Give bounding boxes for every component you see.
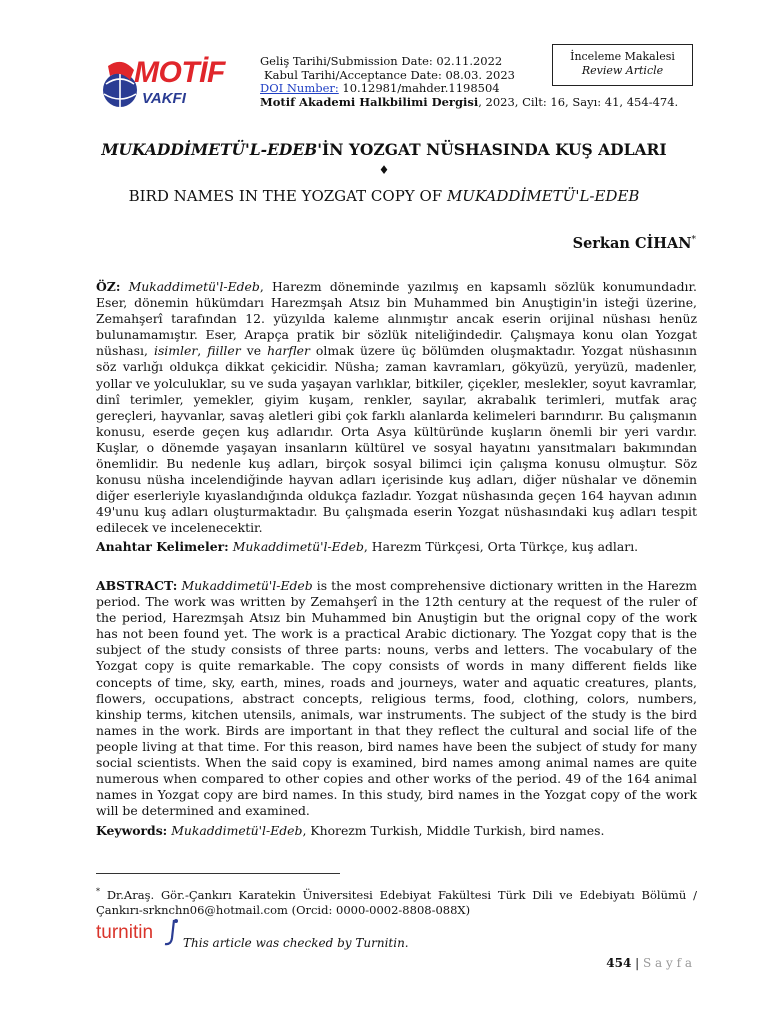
footnote-divider bbox=[96, 873, 340, 874]
keywords-en bbox=[96, 823, 697, 839]
title-en-rest: BIRD NAMES IN THE YOZGAT COPY OF bbox=[128, 187, 447, 205]
page-number: 454 bbox=[606, 956, 632, 970]
doi-value: 10.12981/mahder.1198504 bbox=[338, 81, 500, 95]
acceptance-date: Kabul Tarihi/Acceptance Date: 08.03. 2023 bbox=[264, 68, 515, 82]
logo-subtext: VAKFI bbox=[142, 90, 186, 107]
turnitin-mark-icon bbox=[162, 918, 182, 948]
journal-name: Motif Akademi Halkbilimi Dergisi bbox=[260, 95, 479, 109]
page-footer bbox=[606, 956, 692, 970]
abstract-label: ABSTRACT: bbox=[96, 578, 178, 593]
motif-logo bbox=[100, 52, 250, 122]
oz-text-1: , Harezm döneminde yazılmış en kapsamlı sözlük konumundadır. Eser, dönemin hükümdarı Harezmşah Atsız bin Muhammed bin Anuştigin'in isteği üzerine, Zemahşerî tarafından 12. yüzyılda kaleme alınmıştır ancak eserin orijinal nüshası henüz bulunamamıştır. Eser, Arapça pratik bir sözlük niteliğindedir. Çalışmaya konu olan Yozgat nüshası, bbox=[96, 279, 697, 359]
footnote bbox=[96, 884, 697, 918]
author bbox=[573, 235, 696, 252]
abstract-text: is the most comprehensive dictionary written in the Harezm period. The work was written by Zemahşerî in the 12th century at the request of the ruler of the period, Harezmşah Atsız bin Muhammed bin Anuştigin but the orignal copy of the work has not been found yet. The work is a practical Arabic dictionary. The Yozgat copy that is the subject of the study consists of three parts: nouns, verbs and letters. The vocabulary of the Yozgat copy is quite remarkable. The copy consists of words in many different fields like concepts of time, sky, earth, mines, roads and journeys, water and aquatic creatures, plants, flowers, occupations, abstract concepts, religious terms, food, clothing, colors, numbers, kinship terms, kitchen utensils, animals, war instruments. The subject of the study is the bird names in the work. Birds are important in that they reflect the cultural and social life of the people living at that time. For this reason, bird names have been the subject of study for many social scientists. When the said copy is examined, bird names among animal names are quite numerous when compared to other copies and other works of the period. 49 of the 164 animal names in Yozgat copy are bird names. In this study, bird names in the Yozgat copy of the work will be determined and examined. bbox=[96, 578, 697, 819]
oz-sep-2: ve bbox=[240, 343, 268, 359]
oz-word-3: harfler bbox=[267, 343, 310, 359]
title-tr-italic: MUKADDİMETÜ'L-EDEB bbox=[101, 140, 318, 159]
keywords-tr-rest: , Harezm Türkçesi, Orta Türkçe, kuş adları. bbox=[363, 539, 639, 554]
journal-info: , 2023, Cilt: 16, Sayı: 41, 454-474. bbox=[478, 95, 679, 109]
turnitin-logo-text: turnitin bbox=[96, 922, 154, 943]
title-en bbox=[0, 187, 768, 205]
article-type-box bbox=[552, 44, 693, 86]
keywords-tr-italic: Mukaddimetü'l-Edeb bbox=[232, 539, 364, 554]
doi-link[interactable]: DOI Number: bbox=[260, 81, 339, 95]
keywords-tr-label: Anahtar Kelimeler: bbox=[96, 539, 229, 554]
author-name: Serkan CİHAN bbox=[572, 235, 692, 252]
oz-title-italic: Mukaddimetü'l-Edeb bbox=[128, 279, 260, 294]
title-en-italic: MUKADDİMETÜ'L-EDEB bbox=[446, 187, 640, 205]
keywords-tr bbox=[96, 539, 697, 555]
oz-text-2: olmak üzere üç bölümden oluşmaktadır. Yozgat nüshasının söz varlığı oldukça dikkat çekicidir. Nüsha; zaman kavramları, gökyüzü, yeryüzü, madenler, yollar ve yolculuklar, su ve suda yaşayan varlıklar, bitkiler, çiçekler, meslekler, soyut kavramlar, dinî terimler, yemekler, giyim kuşam, renkler, sayılar, akrabalık terimleri, mutfak araç gereçleri, hayvanlar, savaş aletleri gibi çok farklı alanlarda kelimeleri barındırır. Bu çalışmanın konusu, eserde geçen kuş adlarıdır. Orta Asya kültüründe kuşların önemli bir yeri vardır. Kuşlar, o dönemde yaşayan insanların kültürel ve sosyal hayatını yansıtmaları bakımından önemlidir. Bu nedenle kuş adları, birçok sosyal bilimci için çalışma konusu olmuştur. Söz konusu nüsha incelendiğinde hayvan adları içerisinde kuş adları, diğer nüshalar ve dönemin diğer eserleriyle kıyaslandığında oldukça fazladır. Yozgat nüshasında geçen 164 hayvan adının 49'unu kuş adları oluşturmaktadır. Bu çalışmada eserin Yozgat nüshasındaki kuş adları tespit edilecek ve incelenecektir. bbox=[96, 343, 697, 536]
abstract-title-italic: Mukaddimetü'l-Edeb bbox=[181, 578, 313, 593]
oz-label: ÖZ: bbox=[96, 279, 121, 294]
turnitin-logo bbox=[96, 918, 186, 948]
title-tr-rest: 'İN YOZGAT NÜSHASINDA KUŞ ADLARI bbox=[317, 140, 667, 159]
page-word: S a y f a bbox=[642, 956, 692, 970]
footnote-text: Dr.Araş. Gör.-Çankırı Karatekin Üniversitesi Edebiyat Fakültesi Türk Dili ve Edebiyatı Bölümü / Çankırı-srknchn06@hotmail.com (Orcid: 0000-0002-8808-088X) bbox=[96, 887, 697, 917]
title-diamond: ♦ bbox=[378, 163, 390, 177]
article-type-tr: İnceleme Makalesi bbox=[570, 50, 675, 63]
oz-word-2: fiiller bbox=[207, 343, 241, 359]
turnitin-note: This article was checked by Turnitin. bbox=[183, 936, 409, 950]
submission-date: Geliş Tarihi/Submission Date: 02.11.2022 bbox=[260, 54, 503, 68]
keywords-en-label: Keywords: bbox=[96, 823, 168, 838]
author-mark: * bbox=[691, 235, 696, 246]
journal-citation bbox=[260, 95, 678, 109]
oz-word-1: isimler bbox=[153, 343, 198, 359]
footnote-mark: * bbox=[96, 887, 100, 896]
oz-paragraph bbox=[96, 279, 697, 537]
abstract-paragraph bbox=[96, 578, 697, 819]
page-sep: | bbox=[631, 956, 643, 970]
logo-text: MOTİF bbox=[134, 56, 225, 89]
article-type-en: Review Article bbox=[581, 64, 664, 77]
oz-sep-1: , bbox=[197, 343, 208, 359]
doi-line bbox=[260, 81, 500, 95]
keywords-en-italic: Mukaddimetü'l-Edeb bbox=[171, 823, 303, 838]
keywords-en-rest: , Khorezm Turkish, Middle Turkish, bird names. bbox=[302, 823, 605, 838]
title-tr bbox=[0, 140, 768, 159]
